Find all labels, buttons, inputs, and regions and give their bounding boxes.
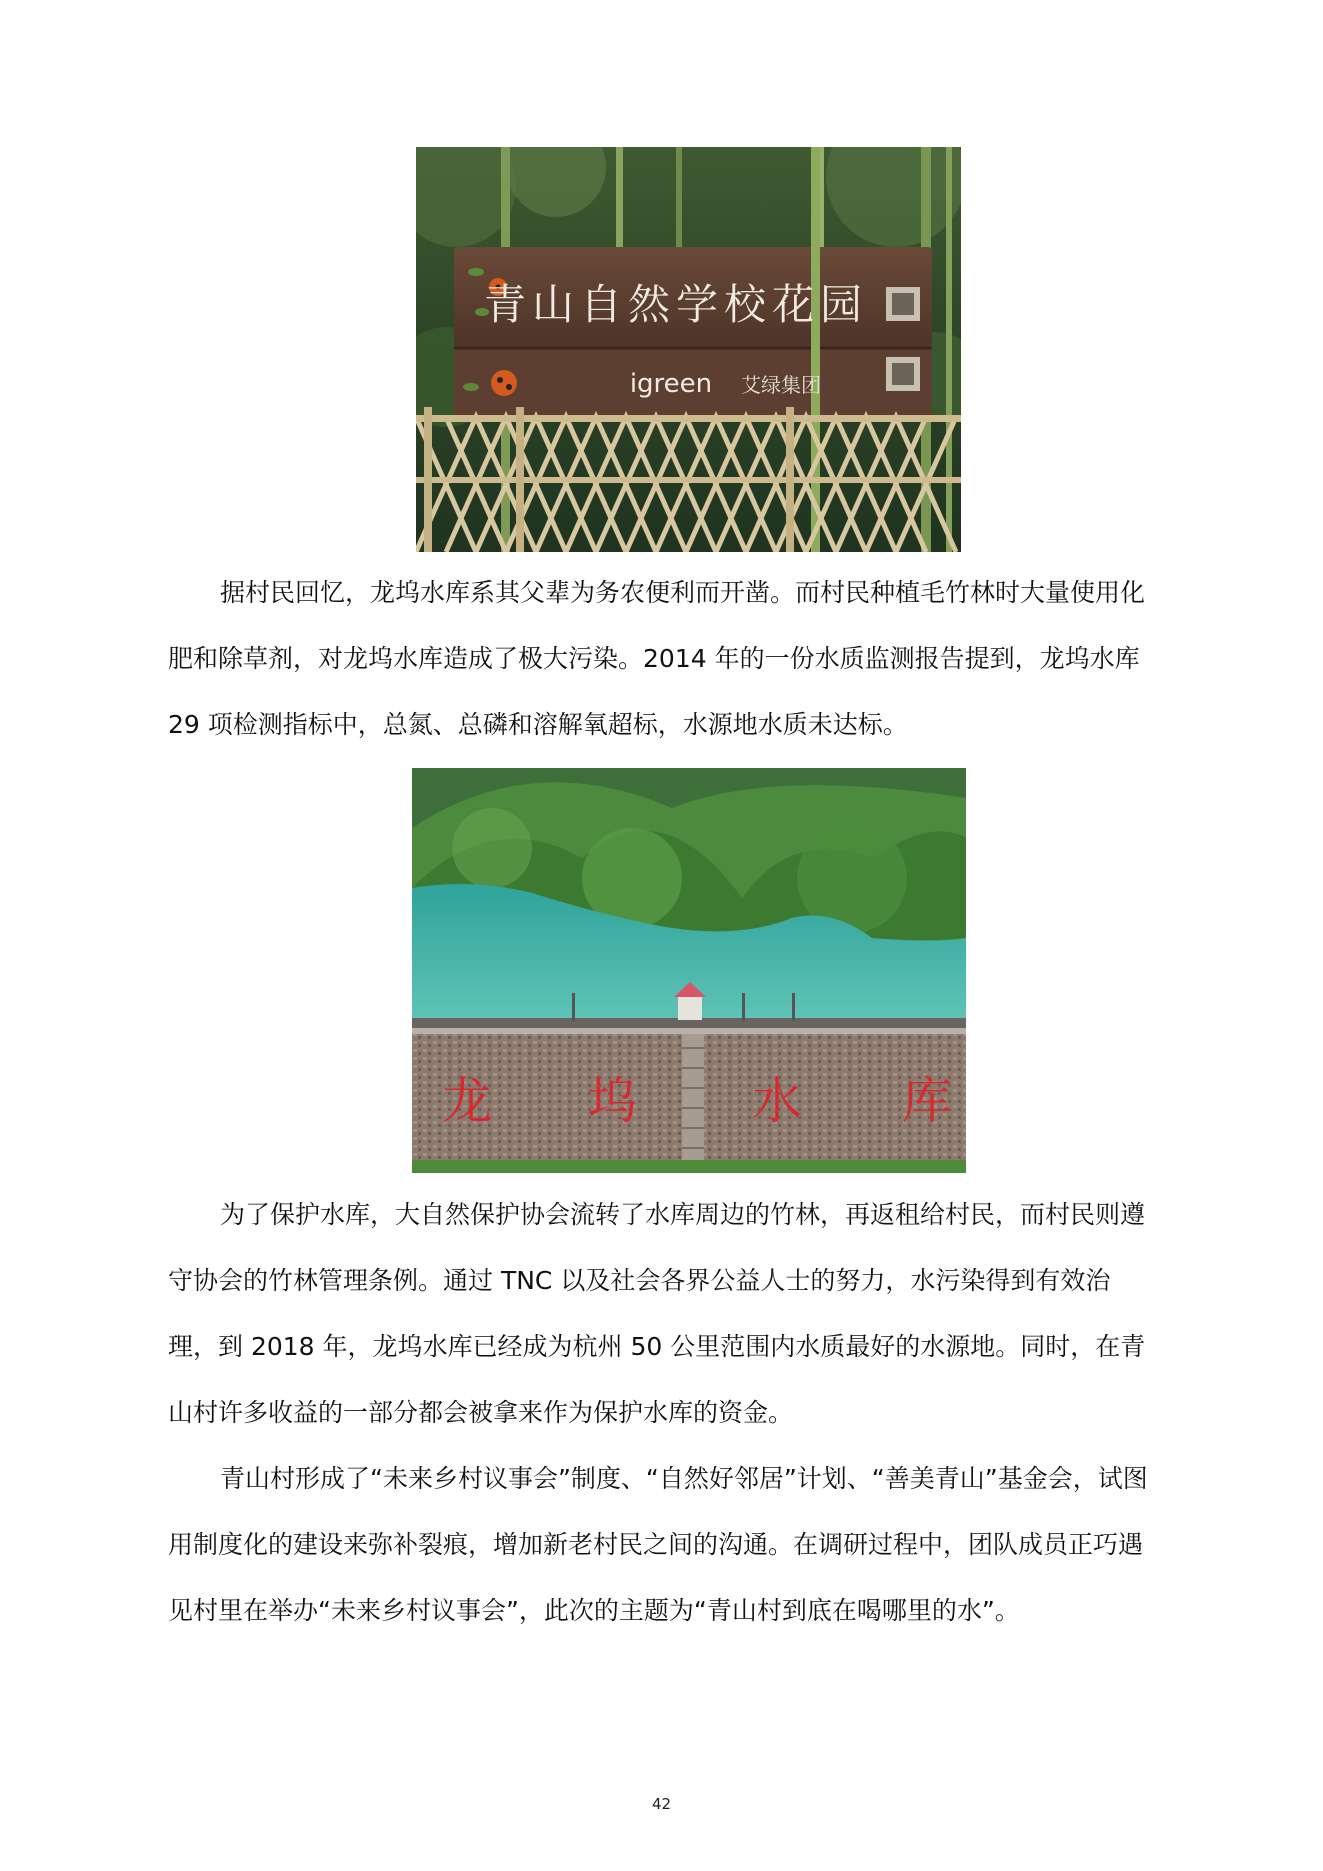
- paragraph-village-governance: 青山村形成了“未来乡村议事会”制度、“自然好邻居”计划、“善美青山”基金会，试图用制度化的建设来弥补裂痕，增加新老村民之间的沟通。在调研过程中，团队成员正巧遇见村里在举办“未来乡村议事会”，此次的主题为“青山村到底在喝哪里的水”。: [168, 1464, 1148, 1625]
- paragraph-reservoir-protection: 为了保护水库，大自然保护协会流转了水库周边的竹林，再返租给村民，而村民则遵守协会的竹林管理条例。通过 TNC 以及社会各界公益人士的努力，水污染得到有效治理，到 2018 年，龙坞水库已经成为杭州 50 公里范围内水质最好的水源地。同时，在青山村许多收益的一部分都会被拿来作为保护水库的资金。: [168, 1200, 1146, 1427]
- dam-char-3: 水: [752, 1072, 802, 1130]
- paragraph-reservoir-history: 据村民回忆，龙坞水库系其父辈为务农便利而开凿。而村民种植毛竹林时大量使用化肥和除草剂，对龙坞水库造成了极大污染。2014 年的一份水质监测报告提到，龙坞水库 29 项检测指标中，总氮、总磷和溶解氧超标，水源地水质未达标。: [168, 578, 1146, 739]
- sign-title-text: 青山自然学校花园: [483, 280, 869, 329]
- dam-char-2: 坞: [587, 1072, 637, 1130]
- sign-brand-cn-text: 艾绿集团: [741, 373, 821, 397]
- dam-char-1: 龙: [442, 1072, 492, 1130]
- reservoir-photo: [412, 768, 966, 1173]
- dam-char-4: 库: [902, 1072, 952, 1130]
- sign-brand-text: igreen: [629, 369, 713, 399]
- page-number: 42: [651, 1795, 672, 1813]
- sign-photo: [416, 147, 961, 552]
